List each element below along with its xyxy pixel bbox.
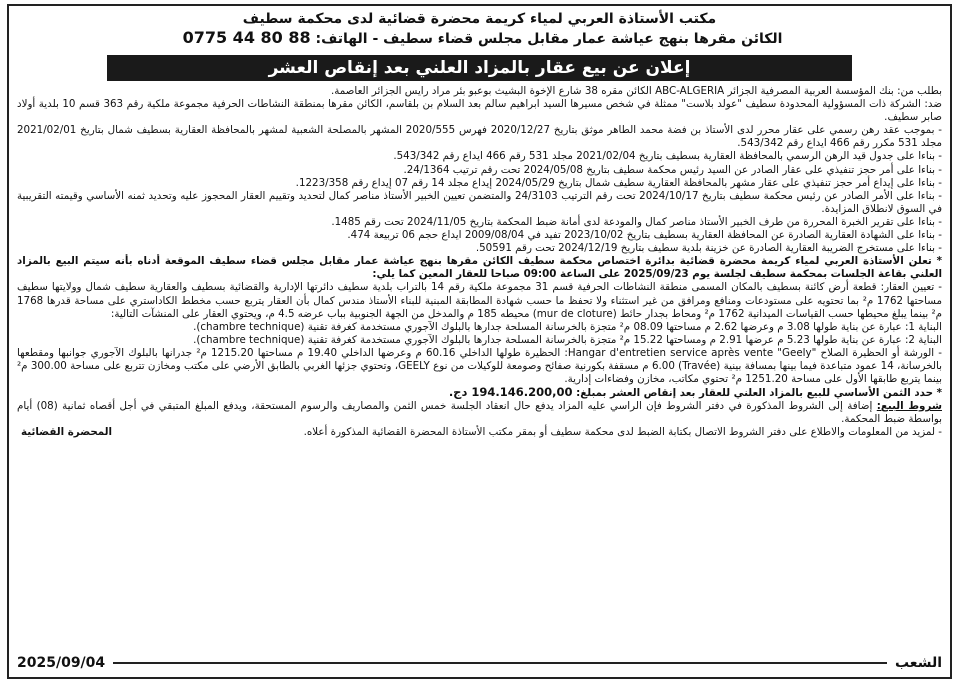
price-amount: 194.146.200,00 دج. xyxy=(448,385,573,400)
newspaper-name: الشعب xyxy=(894,655,942,671)
office-phone: 0775 44 80 88 xyxy=(182,28,311,47)
hangar-paragraph: - الورشة أو الحظيرة الصلاح "Hangar d'entretien service après vente "Geely: الحظيرة طولها الداخلي 60.16 م وعرضها الداخلي 19.40 م مساحتها 1215.20 م² جدرانها بالبلوك الآجوري جوانبها ومقطعها بالخرسانة، 14 عمود متباعدة فيما بينها بمسافة بينية (Travée) 6.00 م مسقفة بكورنية صفائح وصومعة للوكيلات من نوع GEELY، وتحتوي جزئها الغربي بالطابق الأرضي على مكتب ومخازن تتربع على مساحة 300.00 م² بينما يتربع طابقها الأول على مساحة 1251.20 م² تحتوي مكاتب، مخازن وفضاءات إدارية. xyxy=(17,346,943,386)
office-address: الكائن مقرها بنهج عياشة عمار مقابل مجلس قضاء سطيف - الهاتف: xyxy=(315,31,783,47)
property-certificate-paragraph: - بناءا على الشهادة العقارية الصادرة عن المحافظة العقارية بسطيف بتاريخ 2023/10/02 تفيد في 2009/08/04 ايداع حجم 06 تربيعة 474. xyxy=(347,229,942,242)
publication-date: 2025/09/04 xyxy=(17,655,106,671)
newspaper-footer xyxy=(17,653,942,673)
seizure-deposit-paragraph: - بناءا على إيداع أمر حجز تنفيذي على عقار مشهر بالمحافظة العقارية سطيف شمال بتاريخ 2024/05/29 إيداع مجلد 14 رقم 07 إيداع رقم 1223/358. xyxy=(295,176,942,189)
expert-report-paragraph: - بناءا على تقرير الخبرة المحررة من طرف الخبير الأستاذ مناصر كمال والمودعة لدى أمانة ضبط المحكمة بتاريخ 2024/11/05 تحت رقم 1485. xyxy=(331,215,942,228)
tax-extract-paragraph: - بناءا على مستخرج الضريبة العقارية الصادرة عن خزينة بلدية سطيف بتاريخ 2024/12/19 تحت رقم 50591. xyxy=(475,242,942,255)
legal-notice-page xyxy=(7,4,952,679)
notice-body xyxy=(17,85,942,439)
building-2-paragraph: البناية 2: عبارة عن بناية طولها 5.23 م عرضها 2.91 م ومساحتها 15.22 م² متجزة بالخرسانة المسلحة جدارها بالبلوك الآجوري مستخدمة كغرفة تقنية (chambre technique). xyxy=(193,333,942,346)
price-line xyxy=(17,386,942,400)
defendant-paragraph: ضد: الشركة ذات المسؤولية المحدودة سطيف "عولد بلاست" ممثلة في شخص مسيرها السيد ابراهيم سالم بعد السلام بن بلقاسم، الكائن مقرها بمنطقة النشاطات الحرفية مجموعة ملكية رقم 363 قسم 10 بلدية أولاد صابر سطيف. xyxy=(17,98,942,124)
mortgage-registration-paragraph: - بناءا على جدول قيد الرهن الرسمي بالمحافظة العقارية بسطيف بتاريخ 2021/02/04 مجلد 531 رقم 466 ايداع رقم 543/342. xyxy=(393,150,942,163)
info-signature-row xyxy=(17,426,942,439)
seizure-order-paragraph: - بناءا على أمر حجز تنفيذي على عقار الصادر عن السيد رئيس محكمة سطيف بتاريخ 2024/05/08 تحت رقم ترتيب 24/1364. xyxy=(403,163,942,176)
auction-announcement-paragraph: * تعلن الأستاذة العربي لمياء كريمة محضرة قضائية بدائرة اختصاص محكمة سطيف الكائن مقرها بنهج عياشة عمار مقابل مجلس قضاء سطيف الموقعة أدناه بأنه سيتم البيع بالمزاد العلني بقاعة الجلسات بمحكمة سطيف لجلسة يوم 2025/09/23 على الساعة 09:00 صباحا للعقار المعين كما يلي: xyxy=(17,255,942,281)
conditions-paragraph xyxy=(17,400,942,426)
mortgage-deed-paragraph: - بموجب عقد رهن رسمي على عقار محرر لدى الأستاذ بن فضة محمد الطاهر موثق بتاريخ 2020/12/27 فهرس 2020/555 المشهر بالمصلحة الشعبية لمشهر بالمحافظة العقارية بسطيف شمال بتاريخ 2021/02/01 مجلد 531 مكرر رقم 466 ايداع رقم 543/342. xyxy=(17,124,942,150)
expert-order-paragraph: - بناءا على الأمر الصادر عن رئيس محكمة سطيف بتاريخ 2024/10/17 تحت رقم الترتيب 24/3103 والمتضمن تعيين الخبير الأستاذ مناصر كمال لتحديد وتقييم العقار المحجوز عليه وتحديد ثمنه الأساسي وقيمته التقريبية في السوق لانطلاق المزايدة. xyxy=(17,189,942,215)
conditions-text: إضافة إلى الشروط المذكورة في دفتر الشروط فإن الراسي عليه المزاد يدفع حال انعقاد الجلسة خمس الثمن والمصاريف والرسوم المستحقة، ويدفع المبلغ المتبقي في أجل أقصاه ثمانية (08) أيام بواسطة ضبط المحكمة. xyxy=(17,400,942,426)
bailiff-signature: المحضرة القضائية xyxy=(21,426,113,439)
notice-title: إعلان عن بيع عقار بالمزاد العلني بعد إنقاص العشر xyxy=(107,55,852,81)
conditions-label: شروط البيع: xyxy=(876,400,942,413)
building-1-paragraph: البناية 1: عبارة عن بناية طولها 3.08 م وعرضها 2.62 م مساحتها 08.09 م² متجزة بالخرسانة المسلحة جدارها بالبلوك الآجوري مستخدمة كغرفة تقنية (chambre technique). xyxy=(193,320,942,333)
office-address-line xyxy=(17,28,942,49)
more-info-text: - لمزيد من المعلومات والاطلاع على دفتر الشروط الاتصال بكتابة الضبط لدى محكمة سطيف أو بمقر مكتب الأستاذة المحضرة القضائية المذكورة أعلاه. xyxy=(303,426,942,439)
price-label: * حدد الثمن الأساسي للبيع بالمزاد العلني للعقار بعد إنقاص العشر بمبلغ: xyxy=(576,387,942,400)
property-description-paragraph: - تعيين العقار: قطعة أرض كائنة بسطيف بالمكان المسمى منطقة النشاطات الحرفية قسم 31 مجموعة ملكية رقم 14 بالتراب بلدية سطيف دائرتها الإدارية والقضائية بسطيف والعقارية سطيف شمال وولايتها سطيف مساحتها 1762 م² بما تحتويه على مستودعات ومنافع ومرافق من غير استثناء ولا تحفظ ما حسب شهادة المطابقة المبنية للبناء الأستاذ مندس كمال بأن العقار يتربع حسب مخطط الكاداستري على مساحة قدرها 1768 م² بينما يبلغ محيطها حسب القياسات الميدانية 1762 م² ومحاط بجدار حائط (mur de cloture) محيطه 185 م والمدخل من الجهة الجنوبية بباب عرضه 4.5 م، ويحتوي العقار على المنشآت التالية: xyxy=(17,281,942,320)
office-header: مكتب الأستاذة العربي لمياء كريمة محضرة قضائية لدى محكمة سطيف xyxy=(242,11,717,27)
requester-paragraph: بطلب من: بنك المؤسسة العربية المصرفية الجزائر ABC-ALGERIA الكائن مقره 38 شارع الإخوة البشيث بوعبو بئر مراد رايس الجزائر العاصمة. xyxy=(330,85,942,97)
footer-divider xyxy=(113,662,887,664)
